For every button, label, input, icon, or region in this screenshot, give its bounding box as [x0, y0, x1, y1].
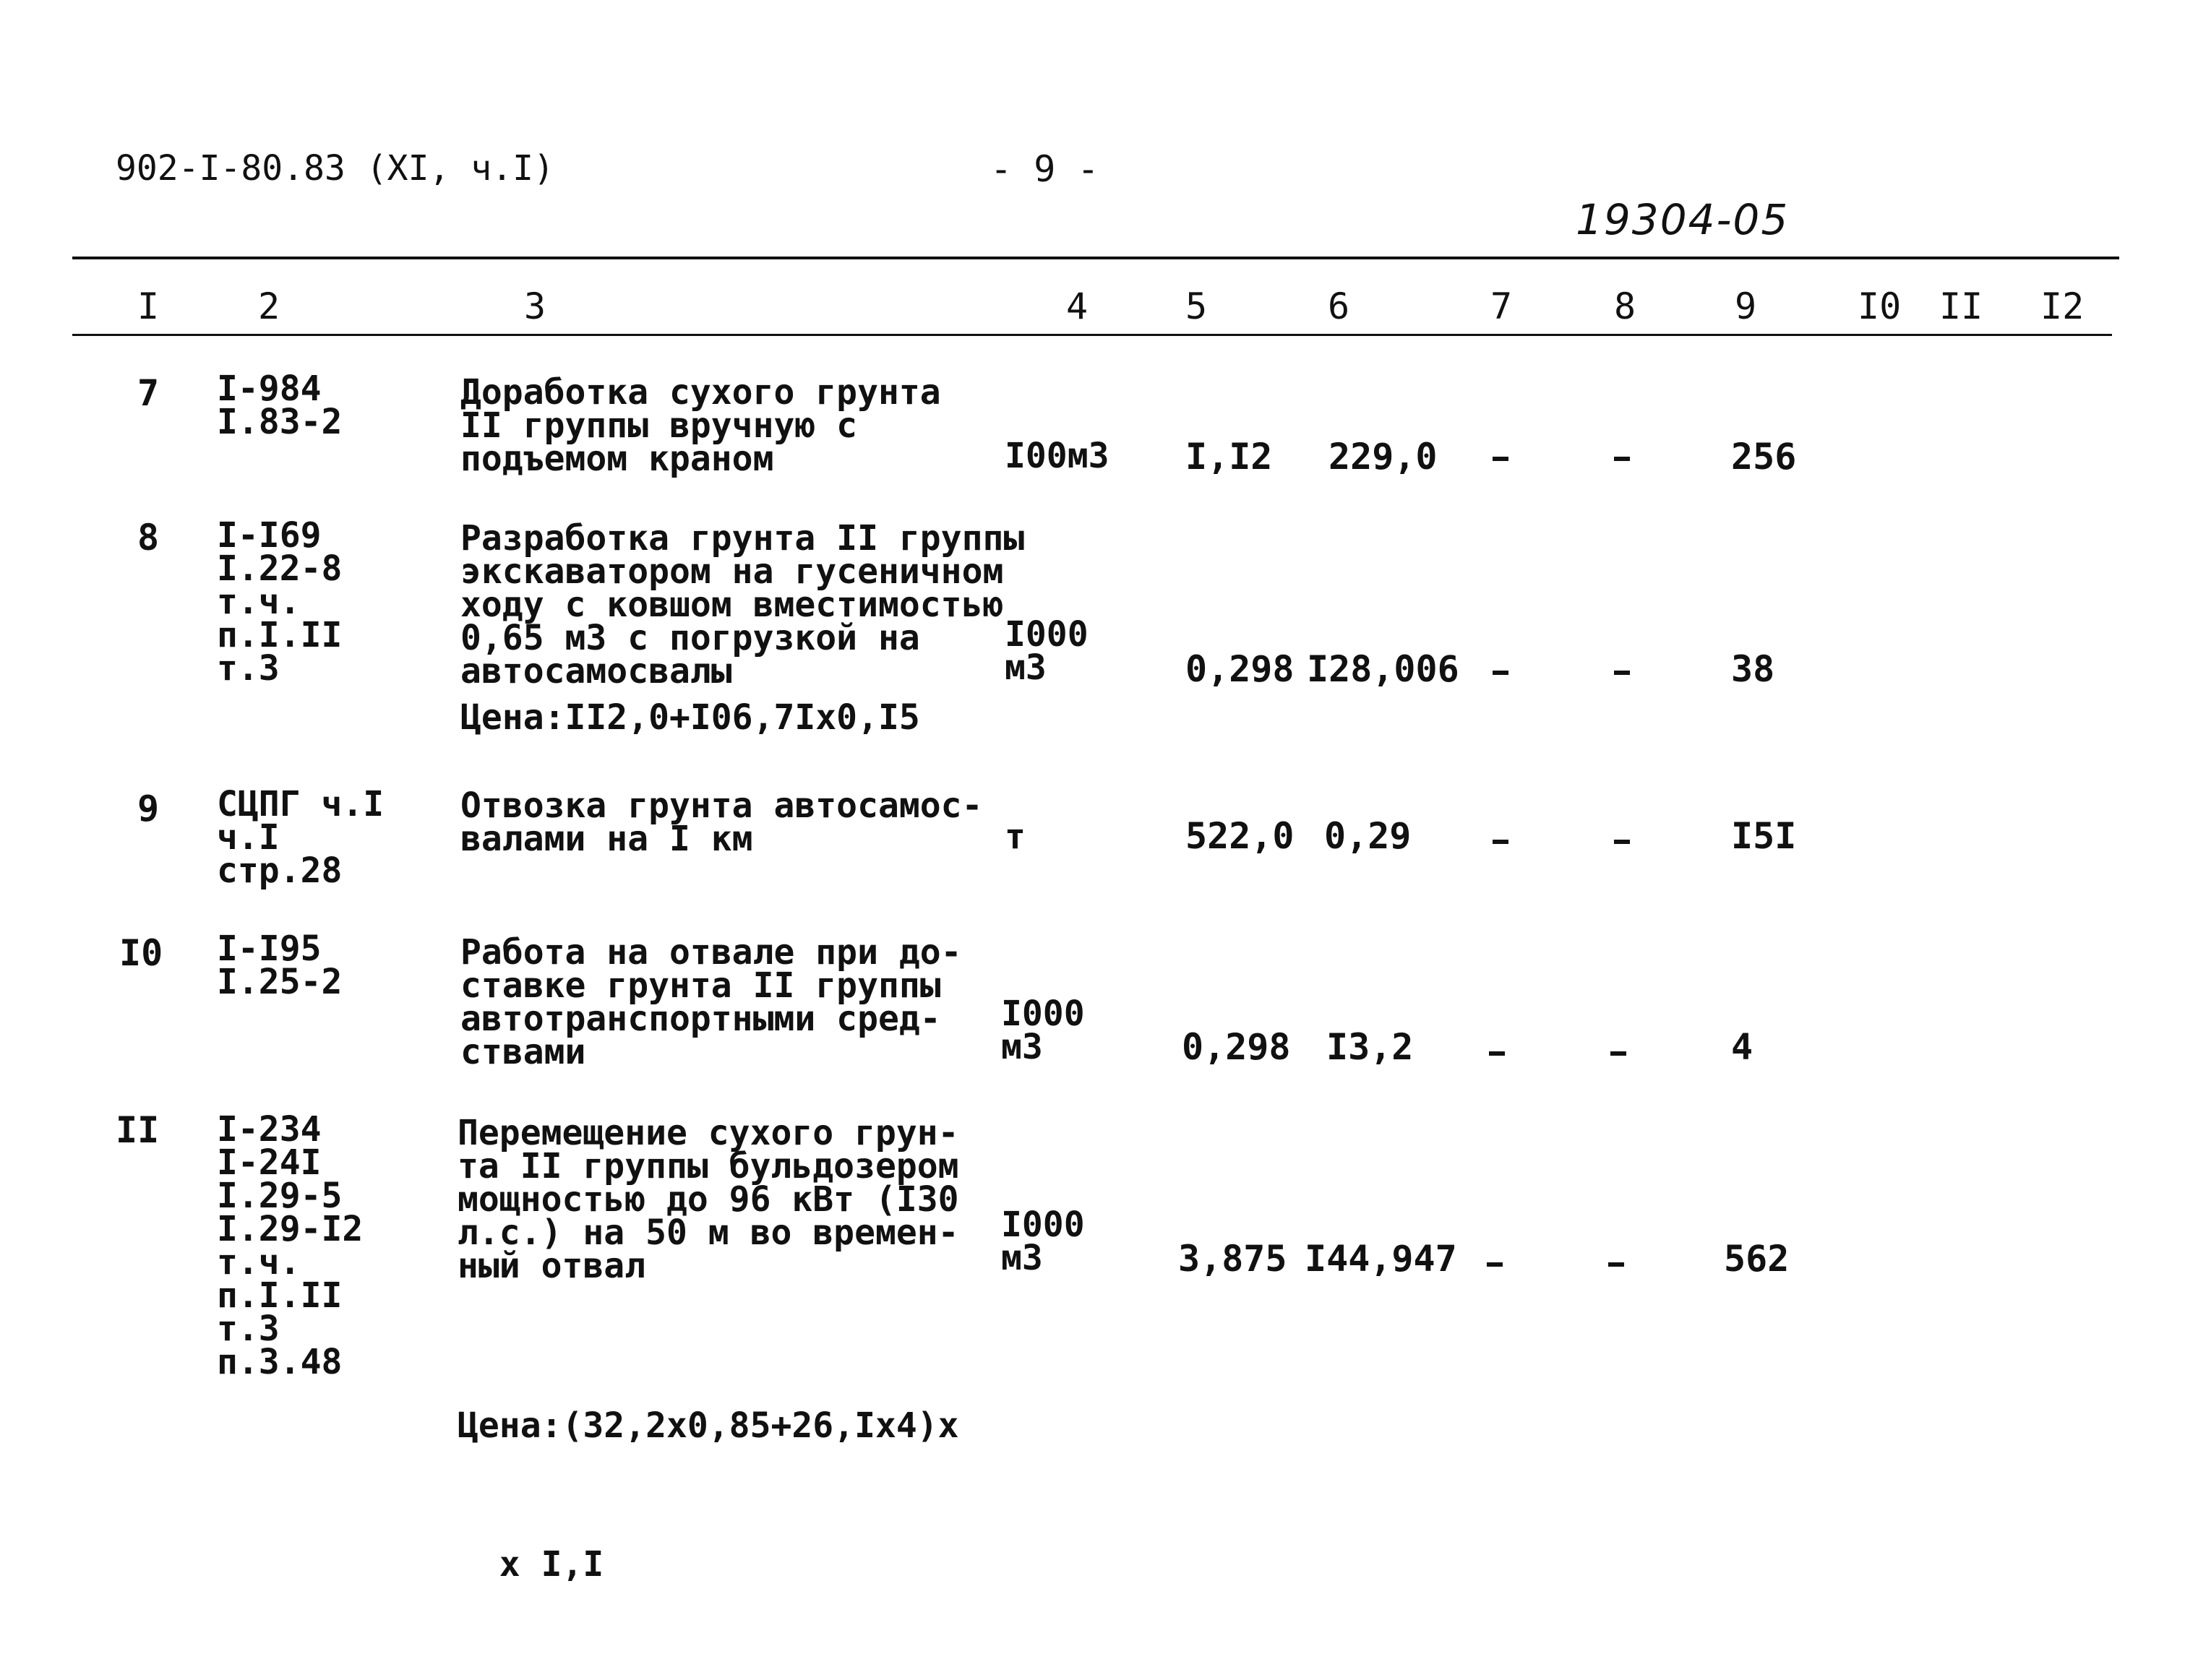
unit-line: I00м3 — [1005, 436, 1109, 476]
description-line: Доработка сухого грунта — [460, 372, 941, 413]
description-line: автотранспортными сред- — [460, 999, 941, 1039]
code-line: I.29-5 — [217, 1176, 343, 1216]
row-price: I28,006 — [1307, 648, 1459, 690]
price-note-line: Цена:(32,2х0,85+26,Iх4)х — [458, 1405, 959, 1446]
description-line: валами на I км — [460, 819, 753, 859]
row-description — [458, 1113, 959, 1286]
code-line: I.83-2 — [217, 402, 343, 442]
code-line: ч.I — [217, 817, 280, 858]
row-code — [217, 929, 343, 1002]
row-unit — [1005, 817, 1026, 857]
row-col9-value: 256 — [1731, 436, 1797, 478]
description-line: подъемом краном — [460, 439, 774, 479]
row-col9-value: 38 — [1731, 648, 1775, 690]
column-header-6: 6 — [1328, 285, 1350, 327]
description-line: ставке грунта II группы — [460, 965, 941, 1006]
code-line: стр.28 — [217, 850, 343, 891]
unit-line: I000 — [1001, 1205, 1085, 1245]
row-quantity: I,I2 — [1185, 436, 1273, 478]
column-header-9: 9 — [1735, 285, 1757, 327]
row-price: 0,29 — [1324, 815, 1412, 857]
row-description — [460, 518, 1025, 692]
code-line: т.3 — [217, 648, 280, 689]
row-quantity: 3,875 — [1178, 1238, 1287, 1280]
document-id: 902-I-80.83 (XI, ч.I) — [116, 148, 554, 189]
page-number: - 9 - — [990, 148, 1099, 190]
row-number: 8 — [137, 517, 160, 559]
table-top-rule — [72, 257, 2119, 259]
code-line: т.3 — [217, 1309, 280, 1349]
row-price: 229,0 — [1328, 436, 1438, 478]
row-col7-dash — [1489, 1051, 1505, 1056]
row-quantity: 522,0 — [1185, 815, 1295, 857]
description-line: л.с.) на 50 м во времен- — [458, 1212, 959, 1253]
row-code — [217, 369, 343, 442]
code-line: I.22-8 — [217, 548, 343, 589]
row-unit — [1005, 614, 1089, 688]
row-description — [460, 932, 962, 1072]
row-description — [460, 372, 941, 479]
row-price-note — [458, 1310, 959, 1680]
unit-line: I000 — [1001, 994, 1085, 1034]
column-header-8: 8 — [1614, 285, 1636, 327]
column-header-5: 5 — [1185, 285, 1208, 327]
description-line: II группы вручную с — [460, 405, 858, 446]
code-line: I-234 — [217, 1109, 322, 1150]
row-code — [217, 1109, 364, 1382]
column-header-11: II — [1939, 285, 1983, 327]
column-header-7: 7 — [1490, 285, 1513, 327]
description-line: Работа на отвале при до- — [460, 932, 962, 973]
code-line: п.I.II — [217, 1275, 343, 1316]
unit-line: I000 — [1005, 614, 1089, 655]
row-number: 9 — [137, 788, 160, 830]
row-description — [460, 785, 983, 859]
row-code — [217, 784, 385, 891]
row-col8-dash — [1608, 1262, 1624, 1267]
price-note-line: Цена:II2,0+I06,7Iх0,I5 — [460, 697, 920, 738]
row-col8-dash — [1614, 671, 1630, 675]
unit-line: м3 — [1001, 1238, 1043, 1278]
row-col7-dash — [1493, 840, 1508, 844]
column-header-3: 3 — [524, 285, 546, 327]
handwritten-code: 19304-05 — [1576, 195, 1790, 244]
column-header-1: I — [137, 285, 160, 327]
code-line: п.I.II — [217, 615, 343, 655]
description-line: ный отвал — [458, 1246, 646, 1286]
code-line: I-24I — [217, 1142, 322, 1183]
row-unit — [1001, 1205, 1085, 1278]
code-line: т.ч. — [217, 582, 301, 622]
column-header-12: I2 — [2040, 285, 2085, 327]
row-col9-value: I5I — [1731, 815, 1797, 857]
description-line: автосамосвалы — [460, 651, 732, 692]
description-line: Отвозка грунта автосамос- — [460, 785, 983, 826]
unit-line: м3 — [1001, 1027, 1043, 1067]
row-price-note — [460, 697, 920, 738]
row-col7-dash — [1493, 671, 1508, 675]
row-col7-dash — [1487, 1262, 1503, 1267]
row-quantity: 0,298 — [1185, 648, 1295, 690]
code-line: I-I95 — [217, 929, 322, 969]
row-unit — [1005, 436, 1109, 476]
column-header-4: 4 — [1066, 285, 1089, 327]
code-line: т.ч. — [217, 1242, 301, 1283]
description-line: та II группы бульдозером — [458, 1146, 959, 1186]
code-line: I.29-I2 — [217, 1209, 364, 1249]
price-note-line: х I,I — [458, 1544, 604, 1585]
row-price: I3,2 — [1326, 1026, 1414, 1068]
description-line: Перемещение сухого грун- — [458, 1113, 959, 1153]
row-number: I0 — [119, 932, 163, 974]
row-code — [217, 515, 343, 689]
table-header-rule — [72, 334, 2112, 336]
column-header-2: 2 — [258, 285, 280, 327]
description-line: ствами — [460, 1032, 586, 1072]
row-col8-dash — [1614, 840, 1630, 844]
code-line: СЦПГ ч.I — [217, 784, 385, 824]
code-line: I-984 — [217, 369, 322, 409]
code-line: I-I69 — [217, 515, 322, 556]
row-col9-value: 4 — [1731, 1026, 1753, 1068]
row-number: 7 — [137, 372, 160, 414]
column-header-10: I0 — [1858, 285, 1902, 327]
description-line: экскаватором на гусеничном — [460, 551, 1004, 592]
description-line: мощностью до 96 кВт (I30 — [458, 1179, 959, 1220]
row-col7-dash — [1493, 457, 1508, 461]
unit-line: т — [1005, 817, 1026, 857]
row-price: I44,947 — [1305, 1238, 1457, 1280]
description-line: 0,65 м3 с погрузкой на — [460, 618, 920, 658]
row-number: II — [116, 1109, 160, 1151]
code-line: I.25-2 — [217, 962, 343, 1002]
unit-line: м3 — [1005, 647, 1047, 688]
row-unit — [1001, 994, 1085, 1067]
code-line: п.3.48 — [217, 1342, 343, 1382]
description-line: Разработка грунта II группы — [460, 518, 1025, 559]
row-quantity: 0,298 — [1182, 1026, 1291, 1068]
row-col9-value: 562 — [1724, 1238, 1790, 1280]
description-line: ходу с ковшом вместимостью — [460, 585, 1004, 625]
row-col8-dash — [1614, 457, 1630, 461]
row-col8-dash — [1610, 1051, 1626, 1056]
